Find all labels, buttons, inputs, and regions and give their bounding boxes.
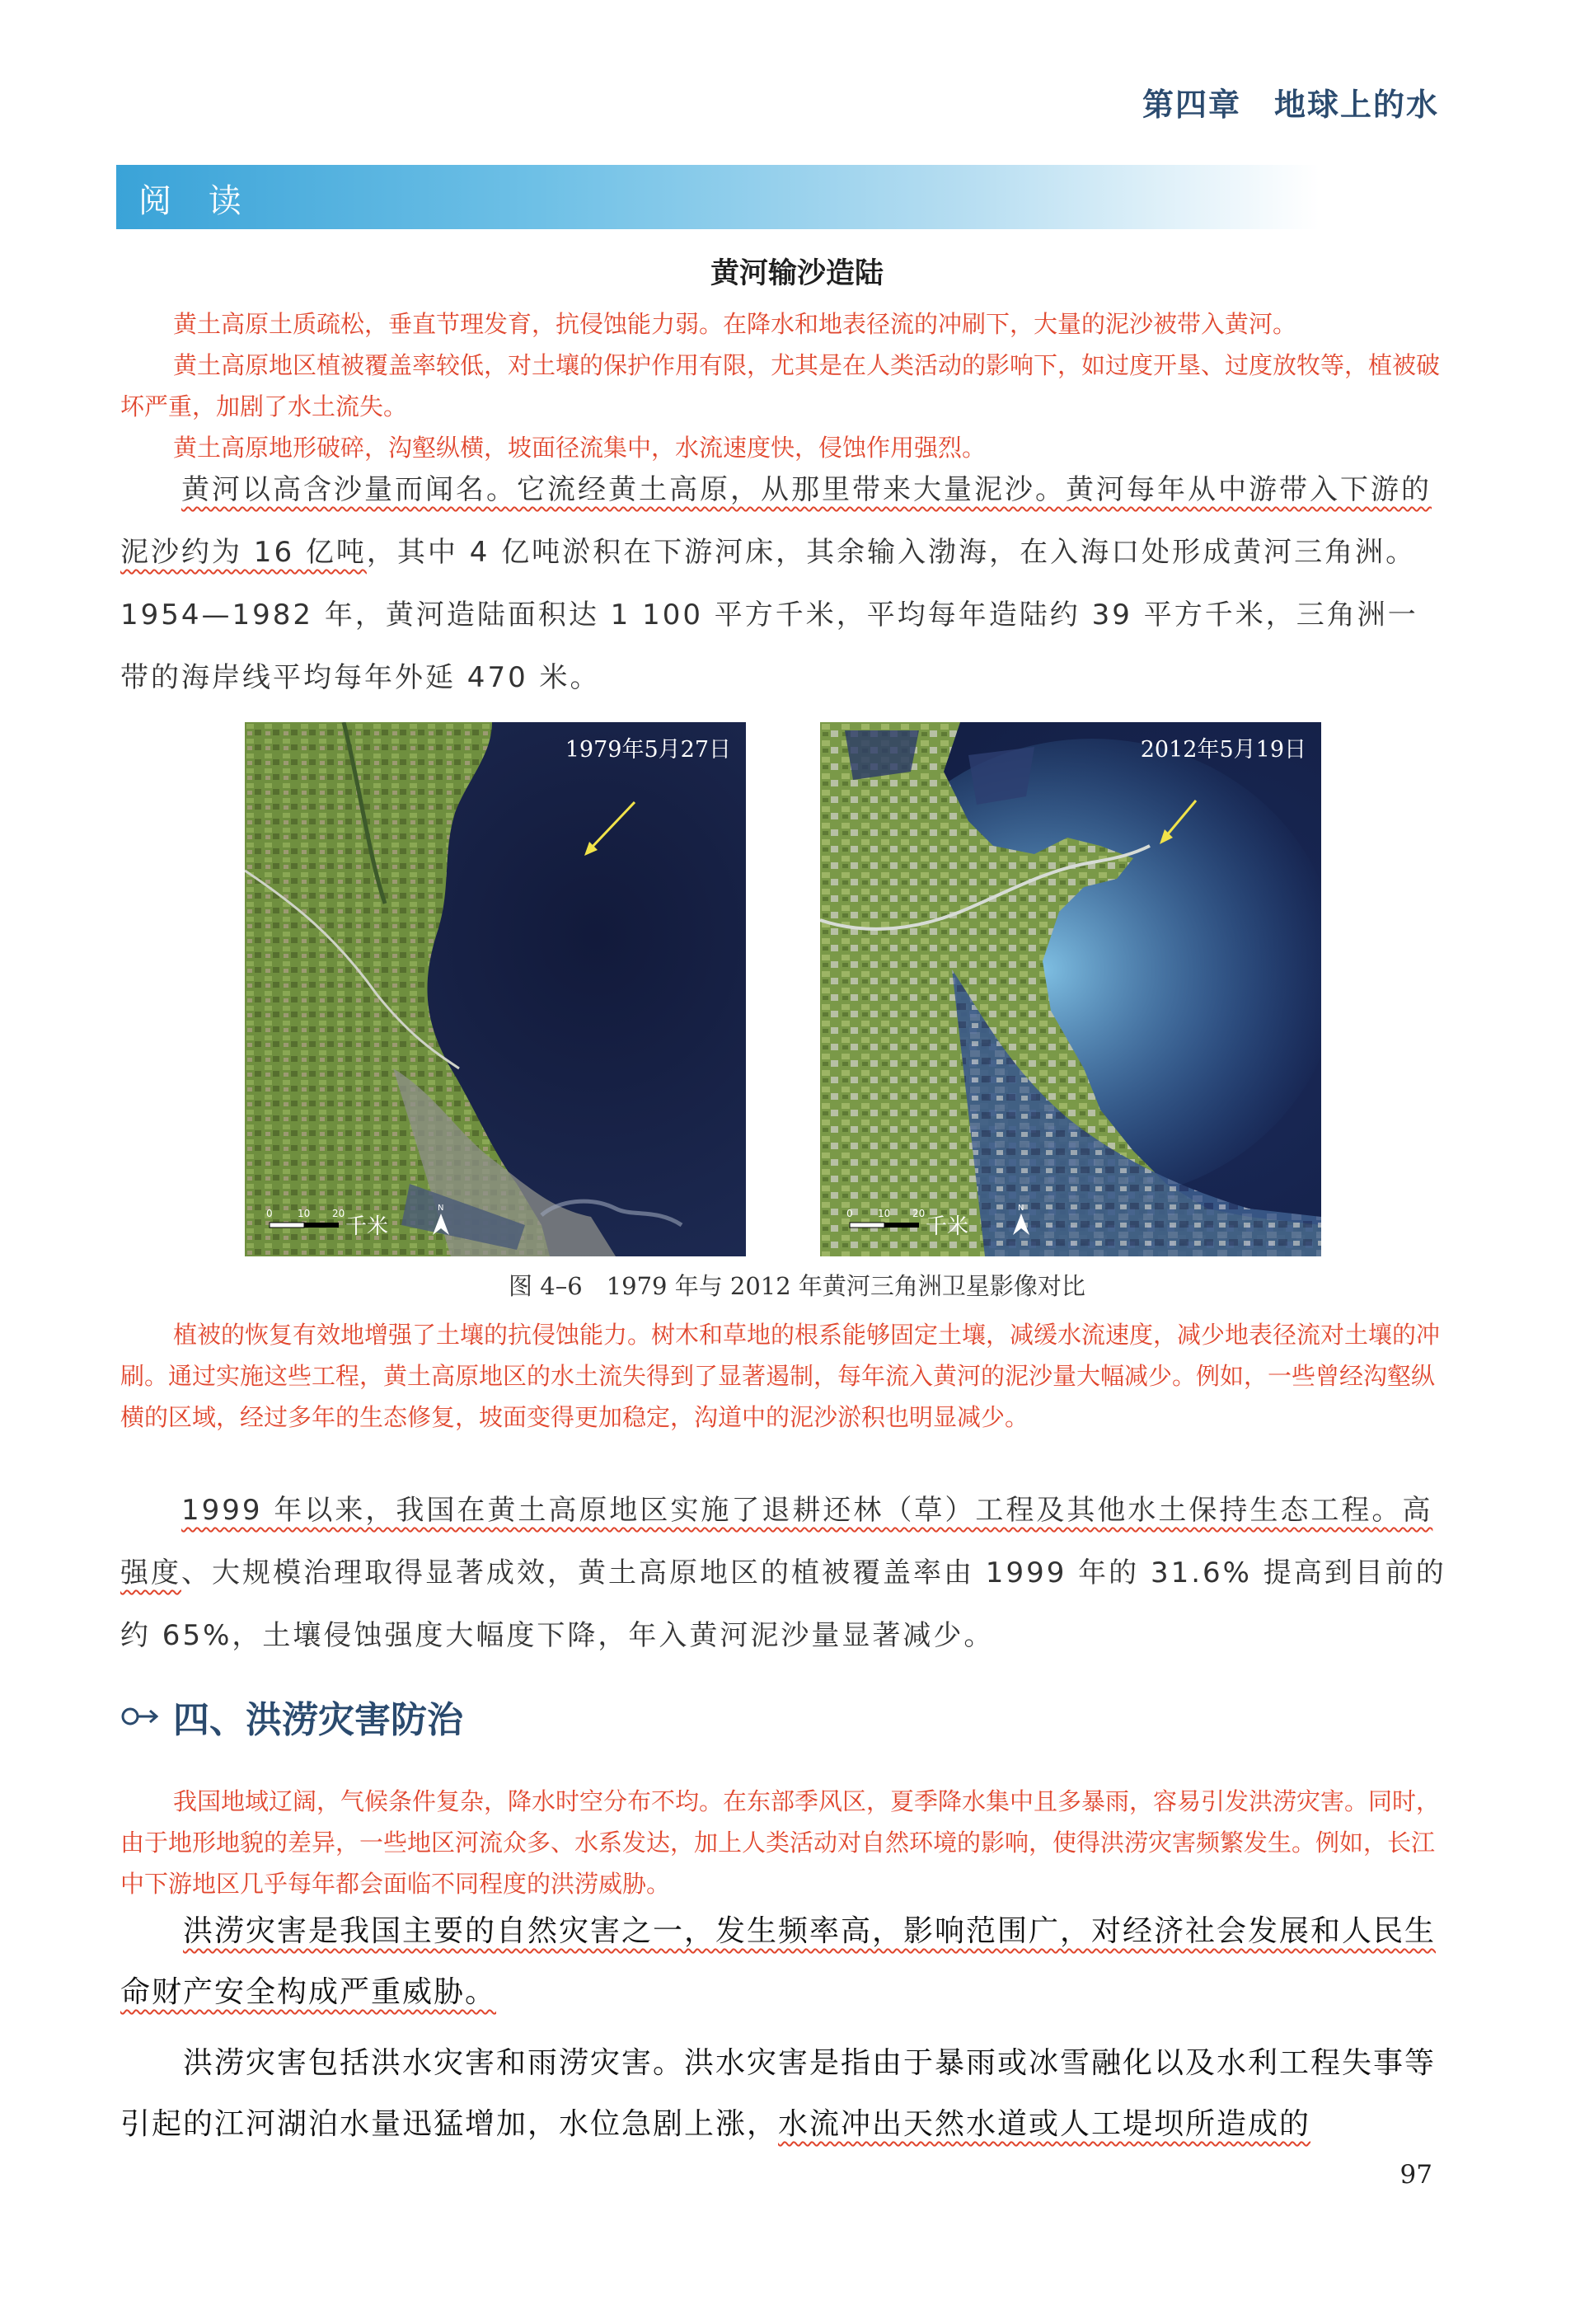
paragraph-text: 洪涝灾害包括洪水灾害和雨涝灾害。洪水灾害是指由于暴雨或冰雪融化以及水利工程失事等引起的江河湖泊水量迅猛增加，水位急剧上涨， xyxy=(120,2046,1437,2141)
body-paragraph xyxy=(120,1479,1447,1667)
article-title: 黄河输沙造陆 xyxy=(710,257,884,290)
scale-tick-label: 0 xyxy=(846,1208,853,1219)
scale-tick-label: 0 xyxy=(266,1208,273,1219)
satellite-image-2012 xyxy=(820,722,1321,1256)
scale-tick-label: 10 xyxy=(878,1208,891,1219)
section-title: 四、洪涝灾害防治 xyxy=(173,1699,463,1741)
scale-tick-label: 20 xyxy=(912,1208,926,1219)
reading-paragraph xyxy=(120,458,1447,709)
north-label: N xyxy=(1018,1204,1024,1213)
annotation-paragraph: 植被的恢复有效地增强了土壤的抗侵蚀能力。树木和草地的根系能够固定土壤，减缓水流速度，减少地表径流对土壤的冲刷。通过实施这些工程，黄土高原地区的水土流失得到了显著遏制，每年流入黄河的泥沙量大幅减少。例如，一些曾经沟壑纵横的区域，经过多年的生态修复，坡面变得更加稳定，沟道中的泥沙淤积也明显减少。 xyxy=(120,1321,1441,1431)
annotation-line: 黄土高原土质疏松，垂直节理发育，抗侵蚀能力弱。在降水和地表径流的冲刷下，大量的泥沙被带入黄河。 xyxy=(173,310,1297,338)
section-body xyxy=(120,1901,1447,2155)
scale-unit-label: 千米 xyxy=(345,1214,389,1239)
underlined-text: 黄河以高含沙量而闻名。它流经黄土高原，从那里带来大量泥沙。黄河每年从中游带入下游的泥沙约为 16 亿吨 xyxy=(120,473,1432,569)
paragraph-text: 、大规模治理取得显著成效，黄土高原地区的植被覆盖率由 1999 年的 31.6% 提高到目前的约 65%，土壤侵蚀强度大幅度下降，年入黄河泥沙量显著减少。 xyxy=(120,1556,1446,1652)
image-date-label: 2012年5月19日 xyxy=(1140,737,1306,763)
annotation-line: 黄土高原地形破碎，沟壑纵横，坡面径流集中，水流速度快，侵蚀作用强烈。 xyxy=(173,434,987,462)
annotation-paragraph: 我国地域辽阔，气候条件复杂，降水时空分布不均。在东部季风区，夏季降水集中且多暴雨，容易引发洪涝灾害。同时，由于地形地貌的差异，一些地区河流众多、水系发达，加上人类活动对自然环境的影响，使得洪涝灾害频繁发生。例如，长江中下游地区几乎每年都会面临不同程度的洪涝威胁。 xyxy=(120,1787,1441,1898)
section-arrow-icon xyxy=(120,1704,162,1729)
figure-caption: 图 4–6 1979 年与 2012 年黄河三角洲卫星影像对比 xyxy=(509,1272,1085,1300)
chapter-title: 第四章 地球上的水 xyxy=(1142,87,1439,123)
annotation-notes-middle xyxy=(120,1314,1447,1438)
scale-unit-label: 千米 xyxy=(926,1214,969,1239)
section-heading xyxy=(120,1690,463,1743)
paragraph-text: ，其中 4 亿吨淤积在下游河床，其余输入渤海，在入海口处形成黄河三角洲。1954—1982 年，黄河造陆面积达 1 100 平方千米，平均每年造陆约 39 平方千米，三角洲一带的海岸线平均每年外延 470 米。 xyxy=(120,536,1418,694)
annotation-notes-top xyxy=(120,303,1447,468)
image-date-label: 1979年5月27日 xyxy=(565,737,731,763)
annotation-line: 黄土高原地区植被覆盖率较低，对土壤的保护作用有限，尤其是在人类活动的影响下，如过度开垦、过度放牧等，植被破坏严重，加剧了水土流失。 xyxy=(120,351,1441,420)
reading-banner xyxy=(116,165,1320,229)
reading-label: 阅 读 xyxy=(138,182,255,220)
satellite-image-1979 xyxy=(245,722,746,1256)
scale-tick-label: 20 xyxy=(332,1208,345,1219)
underlined-text: 洪涝灾害是我国主要的自然灾害之一，发生频率高，影响范围广，对经济社会发展和人民生命财产安全构成严重威胁。 xyxy=(120,1914,1437,2009)
underlined-text: 水流冲出天然水道或人工堤坝所造成的 xyxy=(778,2107,1311,2141)
north-label: N xyxy=(438,1204,444,1213)
scale-tick-label: 10 xyxy=(298,1208,311,1219)
underlined-text: 1999 年以来，我国在黄土高原地区实施了退耕还林（草）工程及其他水土保持生态工程。高强度 xyxy=(120,1494,1433,1589)
annotation-notes-bottom xyxy=(120,1781,1447,1904)
page-number: 97 xyxy=(1399,2160,1432,2190)
